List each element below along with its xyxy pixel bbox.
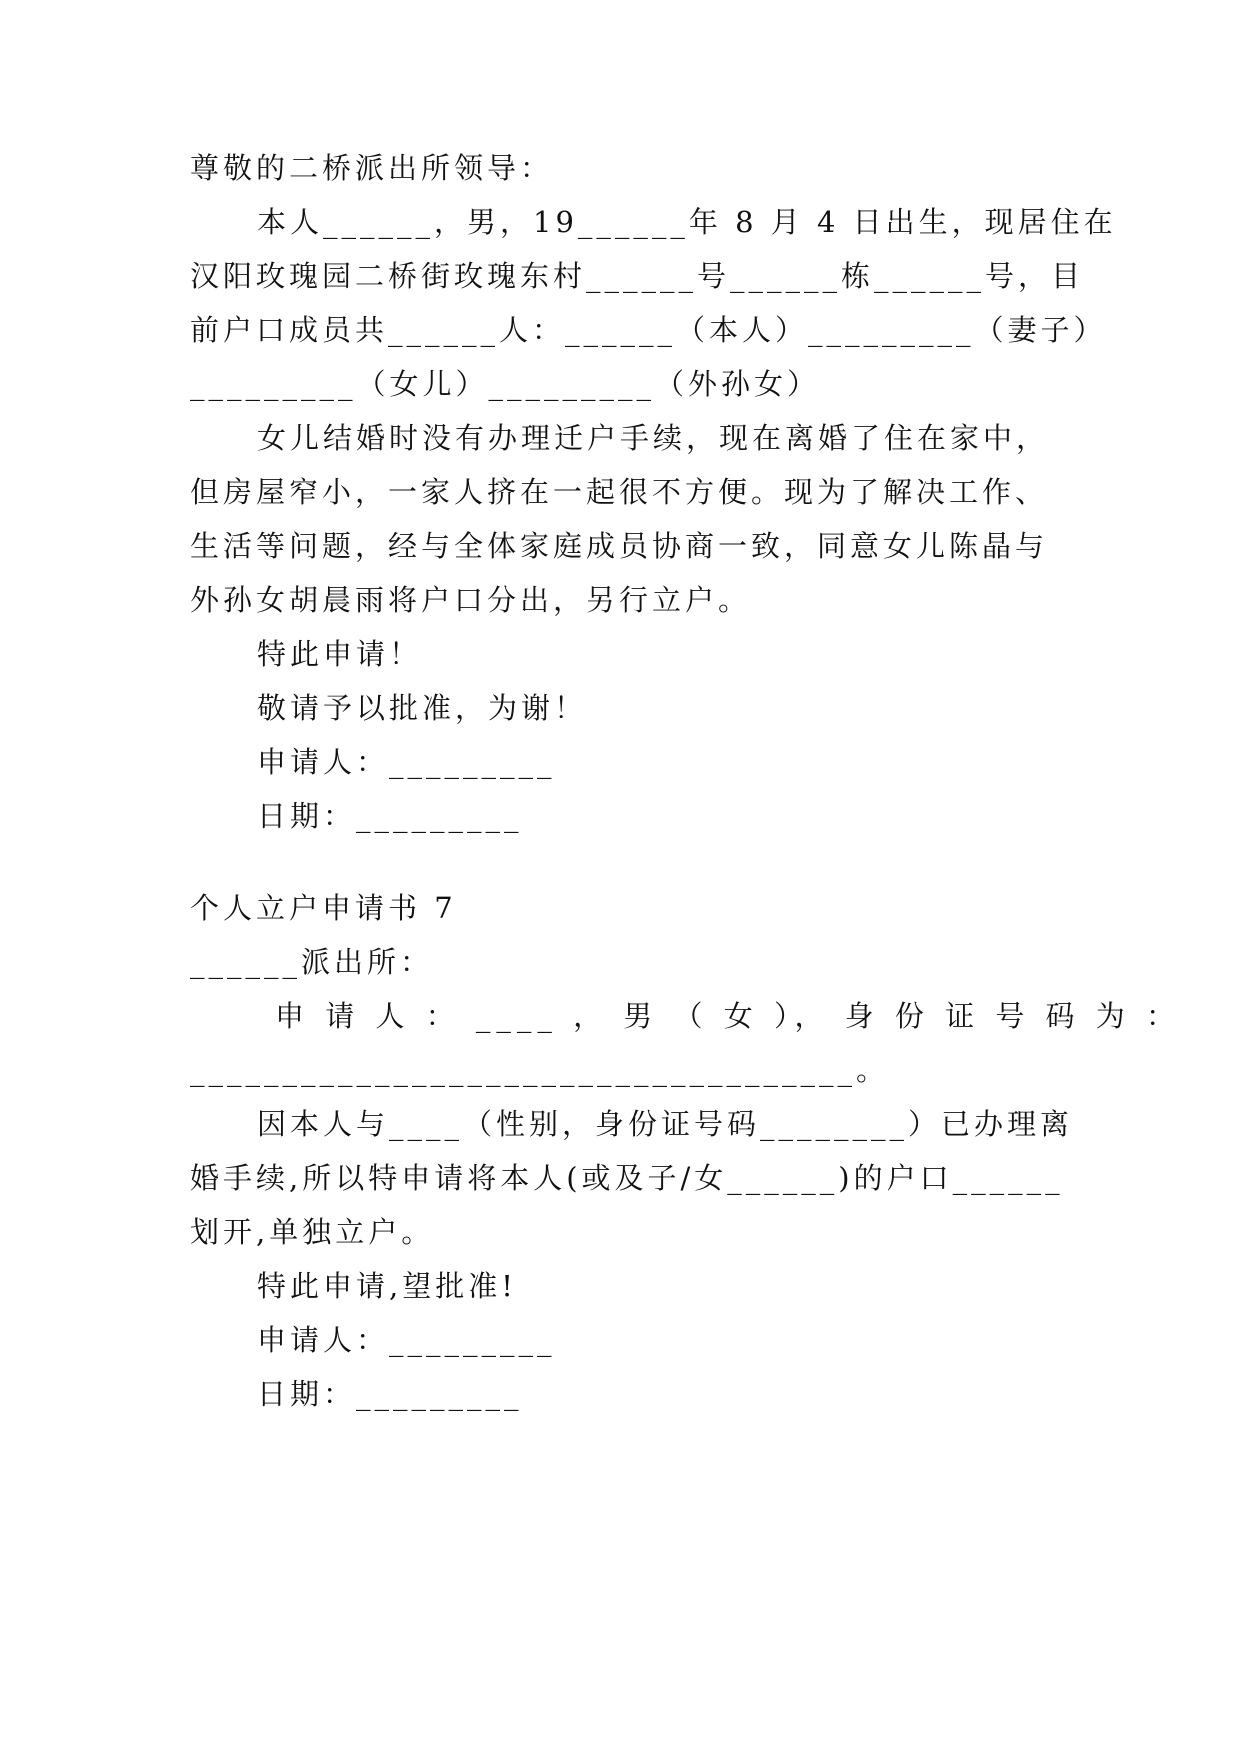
body-line-1: 本人______，男，19______年 8 月 4 日出生，现居住在 (257, 205, 1117, 239)
body-line-3: 前户口成员共______人：______（本人）_________（妻子） (190, 313, 1107, 347)
body-line-5: 女儿结婚时没有办理迁户手续，现在离婚了住在家中， (257, 421, 1050, 455)
body-line-8: 外孙女胡晨雨将户口分出，另行立户。 (190, 583, 752, 617)
letter2-date: 日期：_________ (257, 1377, 523, 1411)
closing-1: 特此申请！ (257, 637, 423, 671)
body-line-2: 汉阳玫瑰园二桥街玫瑰东村______号______栋______号，目 (190, 259, 1085, 293)
body-line-4: _________（女儿）_________（外孙女） (190, 367, 821, 401)
applicant-line: 申请人：_________ (257, 745, 556, 779)
letter2-line-4: 婚手续,所以特申请将本人(或及子/女______)的户口______ (190, 1161, 1064, 1195)
closing-2: 敬请予以批准，为谢！ (257, 691, 588, 725)
body-line-6: 但房屋窄小，一家人挤在一起很不方便。现为了解决工作、 (190, 475, 1049, 509)
body-line-7: 生活等问题，经与全体家庭成员协商一致，同意女儿陈晶与 (190, 529, 1049, 563)
letter2-line-5: 划开,单独立户。 (190, 1215, 435, 1249)
letter2-applicant: 申请人：_________ (257, 1323, 556, 1357)
letter2-line-1: 申 请 人 ： ____ ， 男 （ 女 ）， 身 份 证 号 码 为 ： (275, 999, 1181, 1033)
date-line: 日期：_________ (257, 799, 523, 833)
letter2-closing: 特此申请,望批准! (257, 1269, 517, 1303)
letter2-title: 个人立户申请书 7 (190, 891, 457, 925)
addressee: ______派出所： (190, 945, 434, 979)
letter2-line-3: 因本人与____（性别，身份证号码________）已办理离 (257, 1107, 1074, 1141)
salutation: 尊敬的二桥派出所领导： (190, 151, 554, 185)
letter2-line-2: ____________________________________。 (190, 1053, 890, 1087)
